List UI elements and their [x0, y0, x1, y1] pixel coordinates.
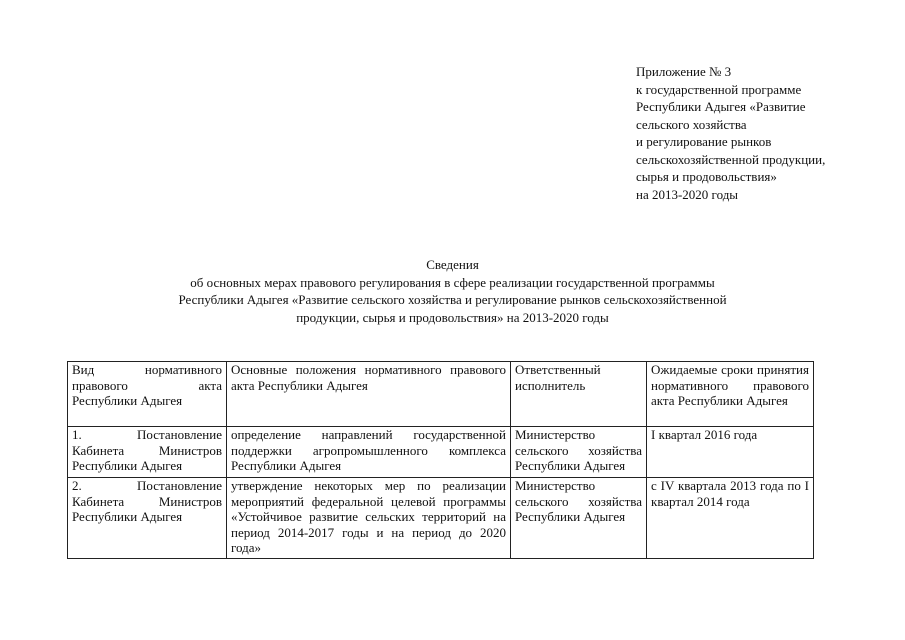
- document-title: [100, 256, 805, 326]
- cell-executor: Министерство сельского хозяйства Республики Адыгея: [511, 427, 647, 478]
- cell-expected-dates: I квартал 2016 года: [647, 427, 814, 478]
- header-cell-main-provisions: Основные положения нормативного правового акта Республики Адыгея: [227, 362, 511, 427]
- appendix-note: [636, 63, 886, 203]
- cell-executor: Министерство сельского хозяйства Республики Адыгея: [511, 478, 647, 559]
- header-cell-act-type: Вид нормативного правового акта Республики Адыгея: [68, 362, 227, 427]
- cell-act-type: 2. Постановление Кабинета Министров Республики Адыгея: [68, 478, 227, 559]
- table-row: [68, 478, 814, 559]
- appendix-line: сырья и продовольствия»: [636, 169, 777, 184]
- cell-expected-dates: с IV квартала 2013 года по I квартал 2014 года: [647, 478, 814, 559]
- title-line: Сведения: [426, 257, 479, 272]
- appendix-line: Приложение № 3: [636, 64, 732, 79]
- table-header-row: [68, 362, 814, 427]
- table-row: [68, 427, 814, 478]
- appendix-line: на 2013-2020 годы: [636, 186, 739, 202]
- title-line: об основных мерах правового регулирования в сфере реализации государственной программы: [190, 274, 715, 290]
- title-line: Республики Адыгея «Развитие сельского хозяйства и регулирование рынков сельскохозяйственной: [178, 292, 727, 307]
- title-line: продукции, сырья и продовольствия» на 2013-2020 годы: [296, 309, 609, 325]
- cell-main-provisions: определение направлений государственной поддержки агропромышленного комплекса Республики Адыгея: [227, 427, 511, 478]
- appendix-line: к государственной программе: [636, 81, 802, 97]
- header-cell-expected-dates: Ожидаемые сроки принятия нормативного правового акта Республики Адыгея: [647, 362, 814, 427]
- appendix-line: Республики Адыгея «Развитие: [636, 99, 806, 114]
- cell-main-provisions: утверждение некоторых мер по реализации мероприятий федеральной целевой программы «Устойчивое развитие сельских территорий на период 2014-2017 годы и на период до 2020 года»: [227, 478, 511, 559]
- appendix-line: сельскохозяйственной продукции,: [636, 151, 826, 167]
- appendix-line: и регулирование рынков: [636, 134, 772, 149]
- cell-act-type: 1. Постановление Кабинета Министров Республики Адыгея: [68, 427, 227, 478]
- measures-table: [67, 361, 814, 559]
- header-cell-executor: Ответственный исполнитель: [511, 362, 647, 427]
- appendix-line: сельского хозяйства: [636, 116, 747, 132]
